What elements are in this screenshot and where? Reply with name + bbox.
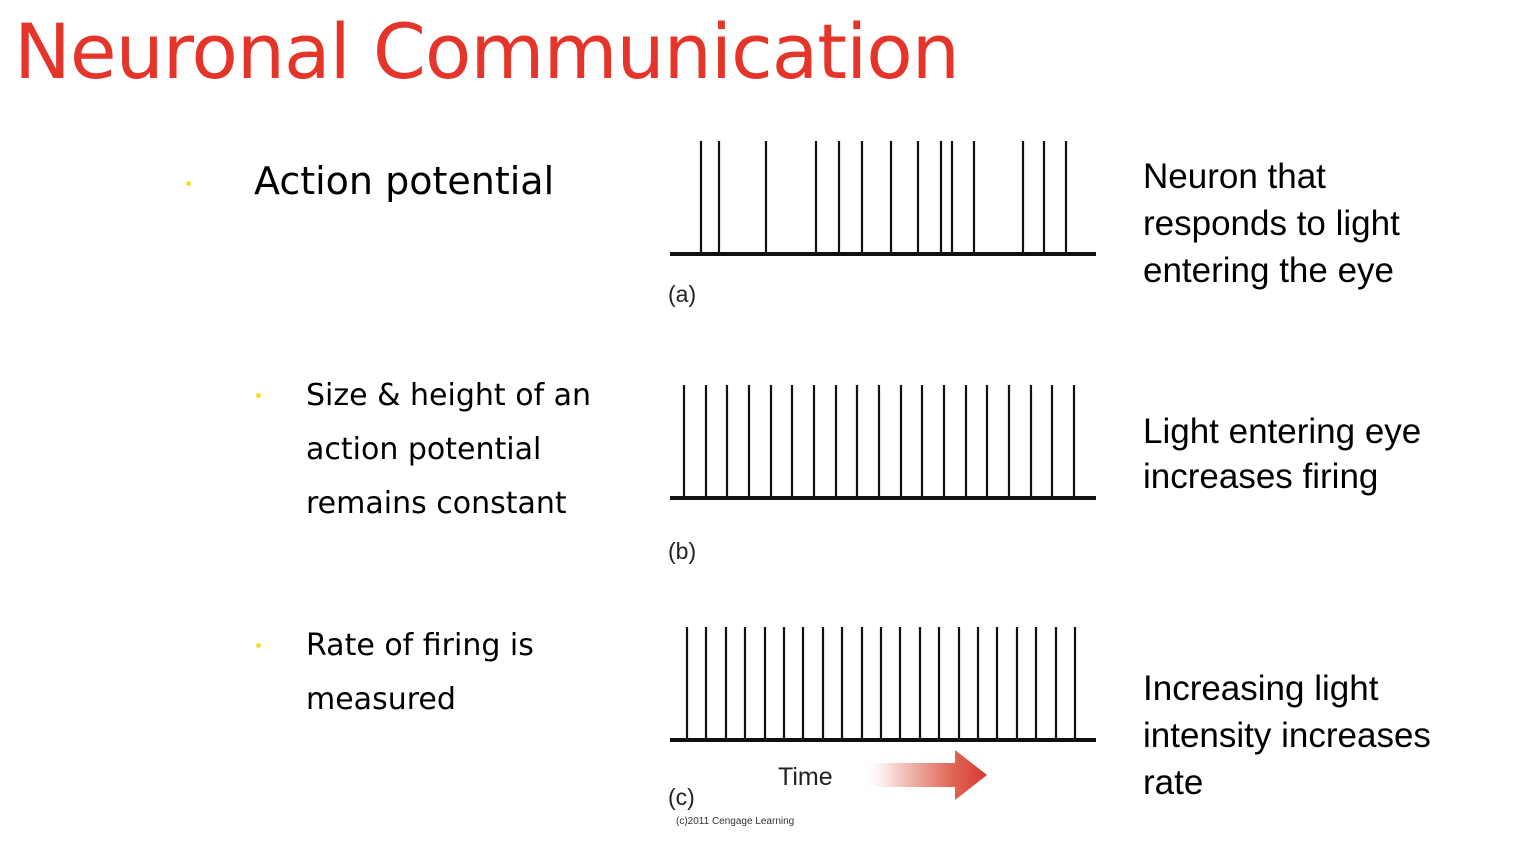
bullet-line: measured: [306, 682, 456, 717]
description-line: Light entering eye: [1143, 412, 1422, 451]
description-line: Neuron that: [1143, 157, 1326, 196]
description-line: increases firing: [1143, 457, 1379, 496]
bullet-line: Size & height of an: [306, 378, 592, 413]
description-line: responds to light: [1143, 204, 1400, 243]
bullet-action-potential: Action potential: [254, 159, 555, 203]
description-line: intensity increases: [1143, 716, 1431, 755]
spike-train-a: [701, 141, 1066, 254]
slide-title: Neuronal Communication: [14, 7, 959, 96]
bullet-line: remains constant: [306, 486, 567, 521]
copyright: (c)2011 Cengage Learning: [676, 816, 795, 827]
time-label: Time: [778, 763, 833, 791]
description-b: [1143, 409, 1421, 499]
panel-label-a: (a): [668, 281, 697, 307]
panel-label-b: (b): [668, 538, 697, 564]
description-c: [1143, 665, 1431, 806]
description-a: [1143, 153, 1400, 294]
bullet-line: action potential: [306, 432, 542, 467]
bullet-line: Rate of firing is: [306, 628, 534, 663]
description-line: entering the eye: [1143, 251, 1395, 290]
spike-train-c: [687, 627, 1075, 740]
spike-train-b: [684, 385, 1074, 498]
time-arrow-icon: [862, 750, 987, 800]
panel-label-c: (c): [668, 784, 695, 810]
description-line: rate: [1143, 763, 1204, 802]
description-line: Increasing light: [1143, 669, 1379, 708]
